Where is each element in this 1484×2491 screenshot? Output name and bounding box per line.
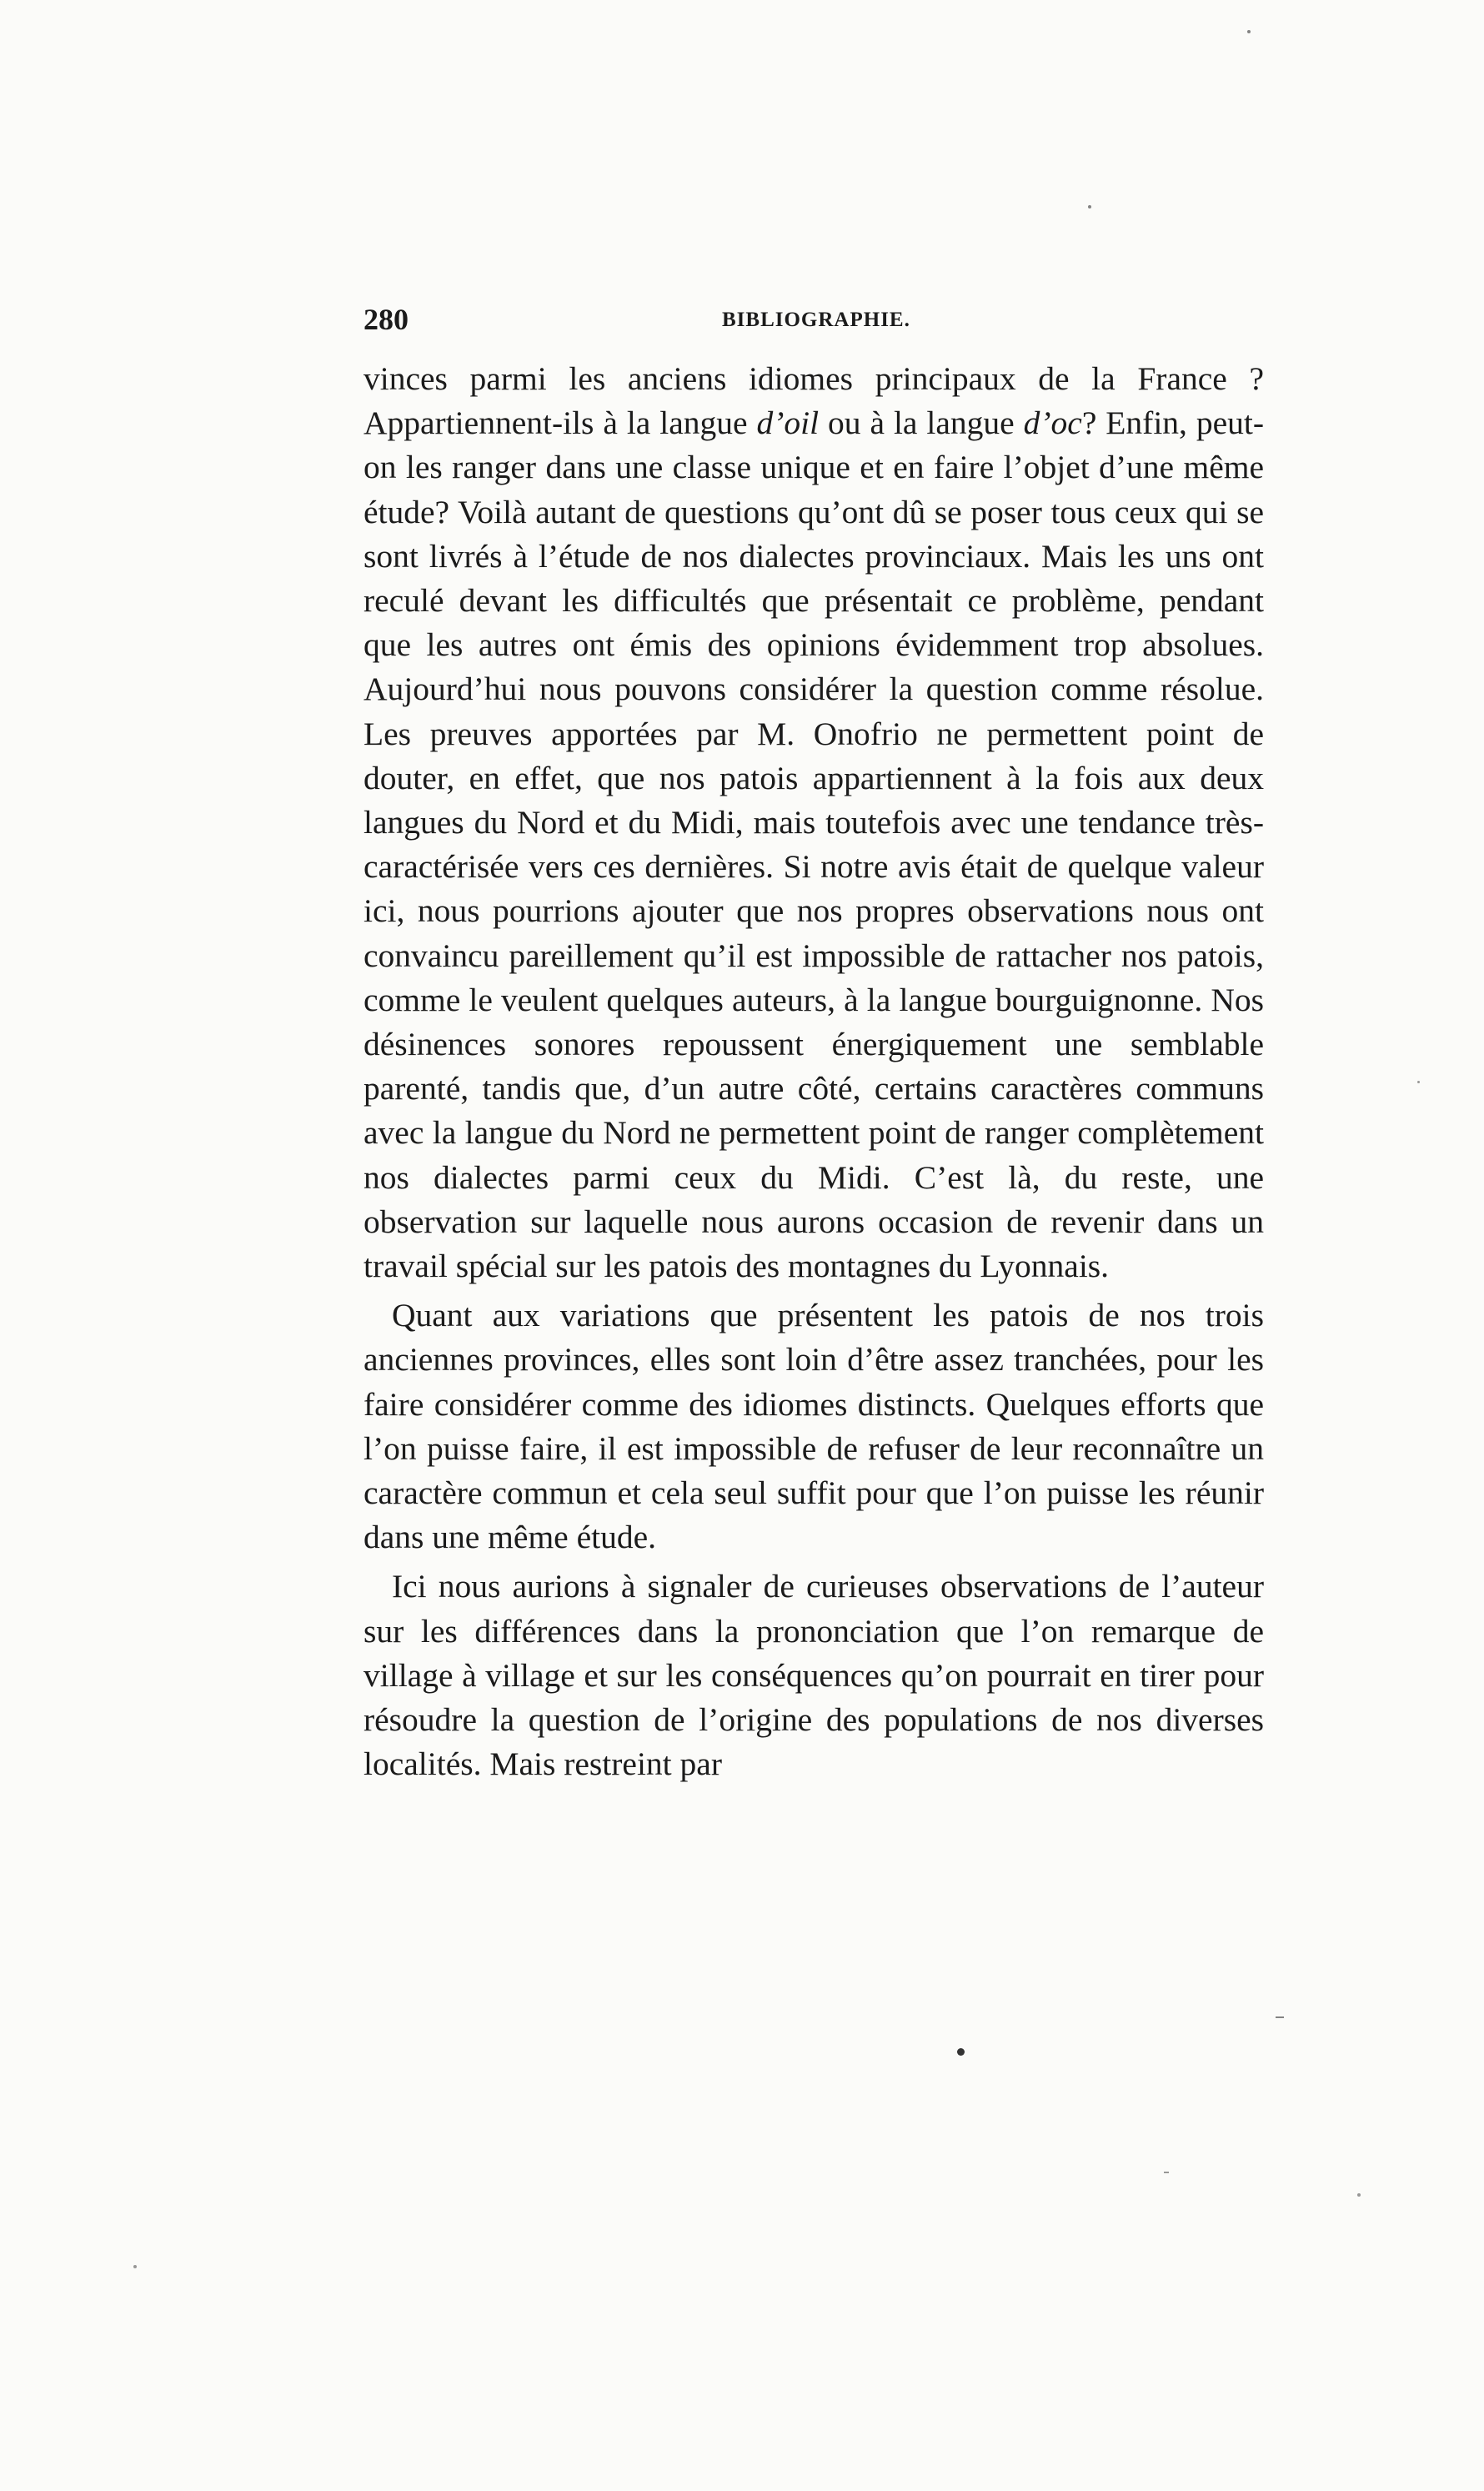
scan-speck bbox=[133, 2265, 137, 2268]
scan-speck bbox=[1276, 2016, 1284, 2018]
paragraph-2 bbox=[363, 1293, 1264, 1559]
scan-speck bbox=[957, 2048, 965, 2056]
scan-speck bbox=[1164, 2172, 1169, 2173]
body-text bbox=[363, 357, 1264, 1787]
running-head: BIBLIOGRAPHIE. bbox=[722, 309, 910, 331]
book-page bbox=[363, 302, 1264, 1787]
text-segment: Quant aux variations que présentent les patois de nos trois anciennes provinces, elles sont loin d’être assez tranchées, pour les faire considérer comme des idiomes distincts. Quelques efforts que l’on puisse faire, il est impossible de refuser de leur reconnaître un caractère commun et cela seul suffit pour que l’on puisse les réunir dans une même étude. bbox=[363, 1297, 1264, 1556]
paragraph-3 bbox=[363, 1564, 1264, 1786]
page-number: 280 bbox=[363, 303, 409, 336]
italic-term-doc: d’oc bbox=[1023, 404, 1082, 442]
scan-speck bbox=[1247, 30, 1251, 33]
scan-speck bbox=[1357, 2193, 1361, 2197]
scan-speck bbox=[1088, 205, 1091, 208]
italic-term-doil: d’oil bbox=[756, 404, 820, 442]
text-segment: ou à la langue bbox=[819, 404, 1024, 442]
text-segment: Ici nous aurions à signaler de curieuses observations de l’auteur sur les différences dans la prononciation que l’on remarque de village à village et sur les conséquences qu’on pourrait en tirer pour résoudre la question de l’origine des populations de nos diverses localités. Mais restreint par bbox=[363, 1568, 1264, 1783]
page-header bbox=[363, 302, 1264, 349]
text-segment: vinces parmi les anciens idiomes principaux de la France ? Appartiennent-ils à la langue bbox=[363, 360, 1264, 442]
scan-speck bbox=[1417, 1081, 1420, 1083]
paragraph-1 bbox=[363, 357, 1264, 1288]
text-segment: ? Enfin, peut-on les ranger dans une classe unique et en faire l’objet d’une même étude? Voilà autant de questions qu’ont dû se poser tous ceux qui se sont livrés à l’étude de nos dialectes provinciaux. Mais les uns ont reculé devant les difficultés que présentait ce problème, pendant que les autres ont émis des opinions évidemment trop absolues. Aujourd’hui nous pouvons considérer la question comme résolue. Les preuves apportées par M. Onofrio ne permettent point de douter, en effet, que nos patois appartiennent à la fois aux deux langues du Nord et du Midi, mais toutefois avec une tendance très-caractérisée vers ces dernières. Si notre avis était de quelque valeur ici, nous pourrions ajouter que nos propres observations nous ont convaincu pareillement qu’il est impossible de rattacher nos patois, comme le veulent quelques auteurs, à la langue bourguignonne. Nos désinences sonores repoussent énergiquement une semblable parenté, tandis que, d’un autre côté, certains caractères communs avec la langue du Nord ne permettent point de ranger complètement nos dialectes parmi ceux du Midi. C’est là, du reste, une observation sur laquelle nous aurons occasion de revenir dans un travail spécial sur les patois des montagnes du Lyonnais. bbox=[363, 404, 1265, 1285]
